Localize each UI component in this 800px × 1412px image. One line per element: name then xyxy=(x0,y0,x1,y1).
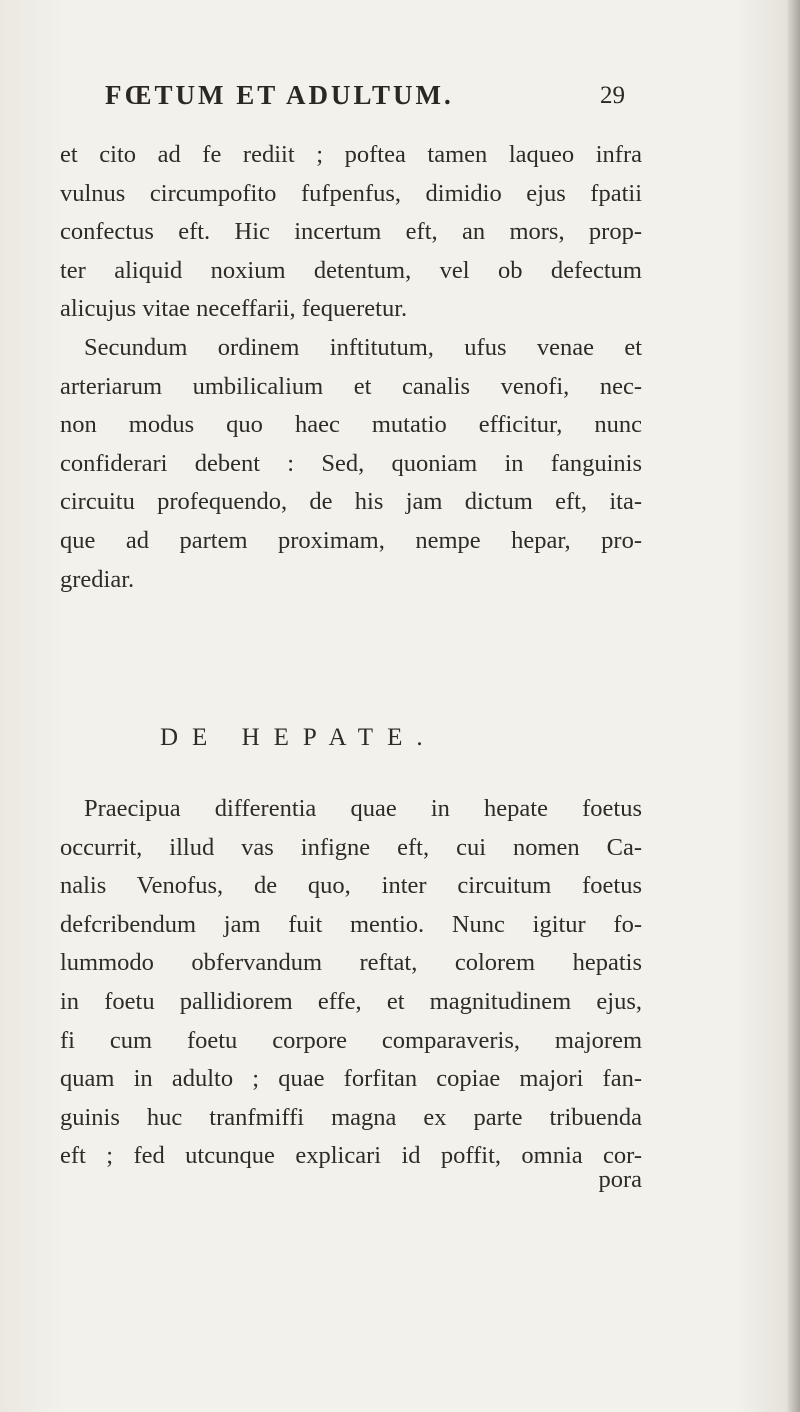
paragraph-1 xyxy=(60,136,642,329)
text-line: Praecipua differentia quae in hepate foetus xyxy=(84,795,642,822)
text-line: circuitu profequendo, de his jam dictum eft, ita- xyxy=(60,488,642,516)
body-text-top xyxy=(60,136,642,599)
paragraph-3 xyxy=(60,790,642,1176)
text-line: in foetu pallidiorem effe, et magnitudinem ejus, xyxy=(60,987,642,1015)
running-title: FŒTUM ET ADULTUM. xyxy=(105,80,454,110)
text-line: guinis huc tranfmiffi magna ex parte tribuenda xyxy=(60,1103,642,1131)
catchword: pora xyxy=(598,1166,642,1193)
section-heading: DE HEPATE. xyxy=(160,724,437,751)
body-text-bottom xyxy=(60,790,642,1176)
text-line: alicujus vitae neceffarii, fequeretur. xyxy=(60,295,408,323)
text-line: vulnus circumpofito fufpenfus, dimidio ejus fpatii xyxy=(60,179,642,207)
text-line: eft ; fed utcunque explicari id poffit, omnia cor- xyxy=(60,1142,642,1170)
text-line: que ad partem proximam, nempe hepar, pro- xyxy=(60,526,642,554)
text-line: confectus eft. Hic incertum eft, an mors, prop- xyxy=(60,218,642,246)
text-line: lummodo obfervandum reftat, colorem hepatis xyxy=(60,949,642,977)
text-line: nalis Venofus, de quo, inter circuitum foetus xyxy=(60,872,642,900)
text-line: quam in adulto ; quae forfitan copiae majori fan- xyxy=(60,1065,642,1093)
text-line: grediar. xyxy=(60,565,135,593)
text-line: fi cum foetu corpore comparaveris, majorem xyxy=(60,1026,642,1054)
text-line: Secundum ordinem inftitutum, ufus venae et xyxy=(84,333,642,361)
paragraph-2 xyxy=(60,329,642,599)
text-line: ter aliquid noxium detentum, vel ob defectum xyxy=(60,256,642,284)
page-number: 29 xyxy=(600,82,625,109)
text-line: occurrit, illud vas infigne eft, cui nomen Ca- xyxy=(60,833,642,861)
text-line: et cito ad fe rediit ; poftea tamen laqueo infra xyxy=(60,141,642,168)
text-line: defcribendum jam fuit mentio. Nunc igitur fo- xyxy=(60,910,642,938)
page-edge-shadow xyxy=(788,0,800,1412)
page-header xyxy=(105,80,625,120)
text-line: arteriarum umbilicalium et canalis venofi, nec- xyxy=(60,372,642,400)
text-line: non modus quo haec mutatio efficitur, nunc xyxy=(60,411,642,439)
text-line: confiderari debent : Sed, quoniam in fanguinis xyxy=(60,449,642,477)
